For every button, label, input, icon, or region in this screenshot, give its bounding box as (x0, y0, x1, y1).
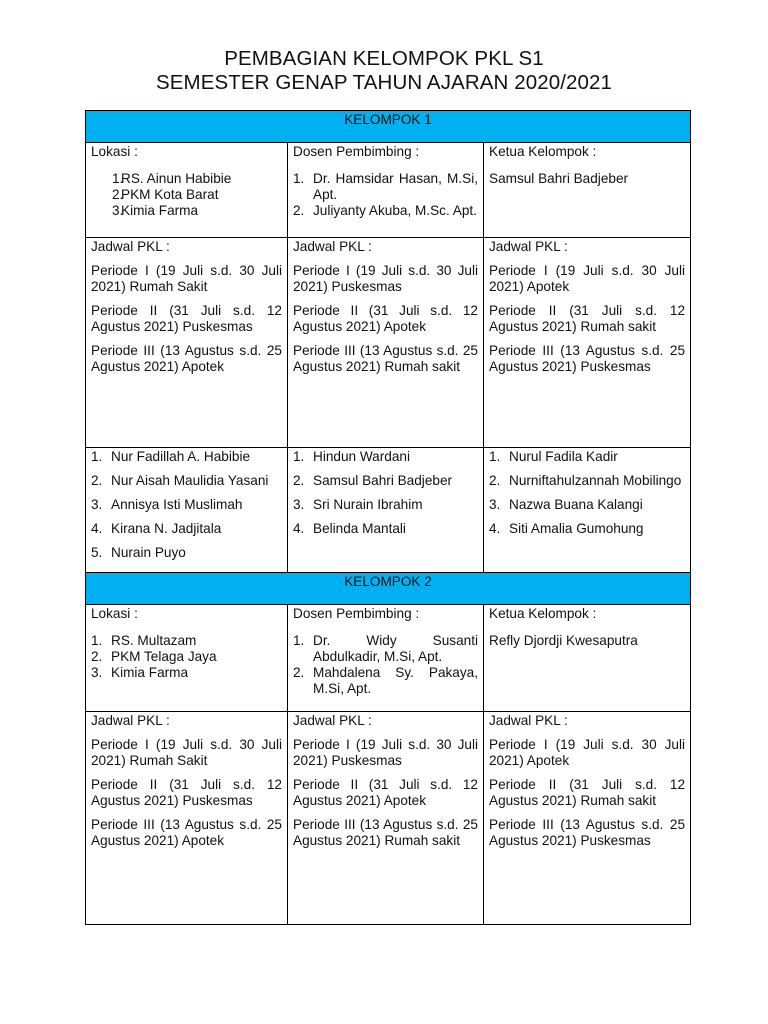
list-item: 1. Nur Fadillah A. Habibie (91, 449, 251, 464)
document-title: PEMBAGIAN KELOMPOK PKL S1 (224, 47, 544, 70)
list-item: 1. RS. Ainun Habibie (112, 171, 232, 186)
group-1-ketua-cell (484, 143, 691, 238)
list-item: 4. Belinda Mantali (293, 521, 406, 536)
list-item: 1. Dr. Widy Susanti Abdulkadir, M.Si, Apt. (293, 633, 478, 664)
dosen-list (293, 171, 478, 219)
periode-3: Periode III (13 Agustus s.d. 25 Agustus 2021) Puskesmas (489, 817, 686, 848)
periode-1: Periode I (19 Juli s.d. 30 Juli 2021) Rumah Sakit (91, 737, 282, 768)
group-1-members-cell (484, 448, 691, 573)
list-item: 2. PKM Telaga Jaya (91, 649, 217, 664)
periode-3: Periode III (13 Agustus s.d. 25 Agustus 2021) Rumah sakit (293, 817, 478, 848)
periode-2: Periode II (31 Juli s.d. 12 Agustus 2021) Puskesmas (91, 303, 282, 334)
member-list (293, 449, 478, 537)
group-2-jadwal-cell (86, 712, 288, 925)
periode-1: Periode I (19 Juli s.d. 30 Juli 2021) Puskesmas (293, 737, 478, 768)
jadwal-label: Jadwal PKL : (293, 239, 372, 254)
periode-2: Periode II (31 Juli s.d. 12 Agustus 2021) Apotek (293, 777, 478, 808)
dosen-label: Dosen Pembimbing : (293, 606, 420, 621)
group-1-jadwal-cell (288, 238, 484, 448)
periode-1: Periode I (19 Juli s.d. 30 Juli 2021) Apotek (489, 737, 686, 768)
list-item: 1. RS. Multazam (91, 633, 197, 648)
ketua-label: Ketua Kelompok : (489, 144, 597, 159)
list-item: 2. Mahdalena Sy. Pakaya, M.Si, Apt. (293, 665, 478, 696)
group-1-header: KELOMPOK 1 (86, 111, 691, 143)
periode-2: Periode II (31 Juli s.d. 12 Agustus 2021) Rumah sakit (489, 303, 686, 334)
jadwal-label: Jadwal PKL : (91, 239, 170, 254)
group-2-ketua-cell (484, 605, 691, 712)
ketua-name: Refly Djordji Kwesaputra (489, 633, 638, 648)
lokasi-label: Lokasi : (91, 606, 138, 621)
lokasi-list (91, 633, 282, 681)
periode-3: Periode III (13 Agustus s.d. 25 Agustus 2021) Apotek (91, 343, 282, 374)
dosen-label: Dosen Pembimbing : (293, 144, 420, 159)
list-item: 2. Nurniftahulzannah Mobilingo (489, 473, 682, 488)
lokasi-label: Lokasi : (91, 144, 138, 159)
group-2-jadwal-cell (288, 712, 484, 925)
list-item: 3. Nazwa Buana Kalangi (489, 497, 643, 512)
periode-2: Periode II (31 Juli s.d. 12 Agustus 2021) Apotek (293, 303, 478, 334)
document-subtitle: SEMESTER GENAP TAHUN AJARAN 2020/2021 (155, 71, 613, 94)
list-item: 1. Dr. Hamsidar Hasan, M.Si, Apt. (293, 171, 478, 202)
jadwal-label: Jadwal PKL : (91, 713, 170, 728)
list-item: 3. Sri Nurain Ibrahim (293, 497, 423, 512)
list-item: 1. Nurul Fadila Kadir (489, 449, 618, 464)
list-item: 2. Samsul Bahri Badjeber (293, 473, 453, 488)
group-2-header: KELOMPOK 2 (86, 573, 691, 605)
list-item: 1. Hindun Wardani (293, 449, 410, 464)
list-item: 3. Kimia Farma (91, 665, 189, 680)
jadwal-label: Jadwal PKL : (489, 713, 568, 728)
group-2-dosen-cell (288, 605, 484, 712)
periode-2: Periode II (31 Juli s.d. 12 Agustus 2021) Rumah sakit (489, 777, 686, 808)
list-item: 2. PKM Kota Barat (112, 187, 219, 202)
periode-3: Periode III (13 Agustus s.d. 25 Agustus 2021) Rumah sakit (293, 343, 478, 374)
list-item: 5. Nurain Puyo (91, 545, 186, 560)
list-item: 2. Nur Aisah Maulidia Yasani (91, 473, 269, 488)
group-1-members-cell (288, 448, 484, 573)
jadwal-label: Jadwal PKL : (489, 239, 568, 254)
periode-3: Periode III (13 Agustus s.d. 25 Agustus 2021) Puskesmas (489, 343, 686, 374)
member-list (489, 449, 685, 537)
periode-3: Periode III (13 Agustus s.d. 25 Agustus 2021) Apotek (91, 817, 282, 848)
ketua-label: Ketua Kelompok : (489, 606, 597, 621)
group-1-jadwal-cell (86, 238, 288, 448)
periode-1: Periode I (19 Juli s.d. 30 Juli 2021) Apotek (489, 263, 686, 294)
member-list (91, 449, 282, 561)
dosen-list (293, 633, 478, 697)
group-1-lokasi-cell (86, 143, 288, 238)
list-item: 4. Siti Amalia Gumohung (489, 521, 644, 536)
list-item: 2. Juliyanty Akuba, M.Sc. Apt. (293, 203, 477, 218)
periode-2: Periode II (31 Juli s.d. 12 Agustus 2021) Puskesmas (91, 777, 282, 808)
ketua-name: Samsul Bahri Badjeber (489, 171, 629, 186)
group-2-jadwal-cell (484, 712, 691, 925)
group-1-jadwal-cell (484, 238, 691, 448)
jadwal-label: Jadwal PKL : (293, 713, 372, 728)
group-2-lokasi-cell (86, 605, 288, 712)
group-1-dosen-cell (288, 143, 484, 238)
group-table (85, 110, 691, 925)
periode-1: Periode I (19 Juli s.d. 30 Juli 2021) Puskesmas (293, 263, 478, 294)
group-1-members-cell (86, 448, 288, 573)
list-item: 3. Kimia Farma (112, 203, 199, 218)
periode-1: Periode I (19 Juli s.d. 30 Juli 2021) Rumah Sakit (91, 263, 282, 294)
lokasi-list (91, 171, 282, 219)
list-item: 4. Kirana N. Jadjitala (91, 521, 222, 536)
list-item: 3. Annisya Isti Muslimah (91, 497, 243, 512)
